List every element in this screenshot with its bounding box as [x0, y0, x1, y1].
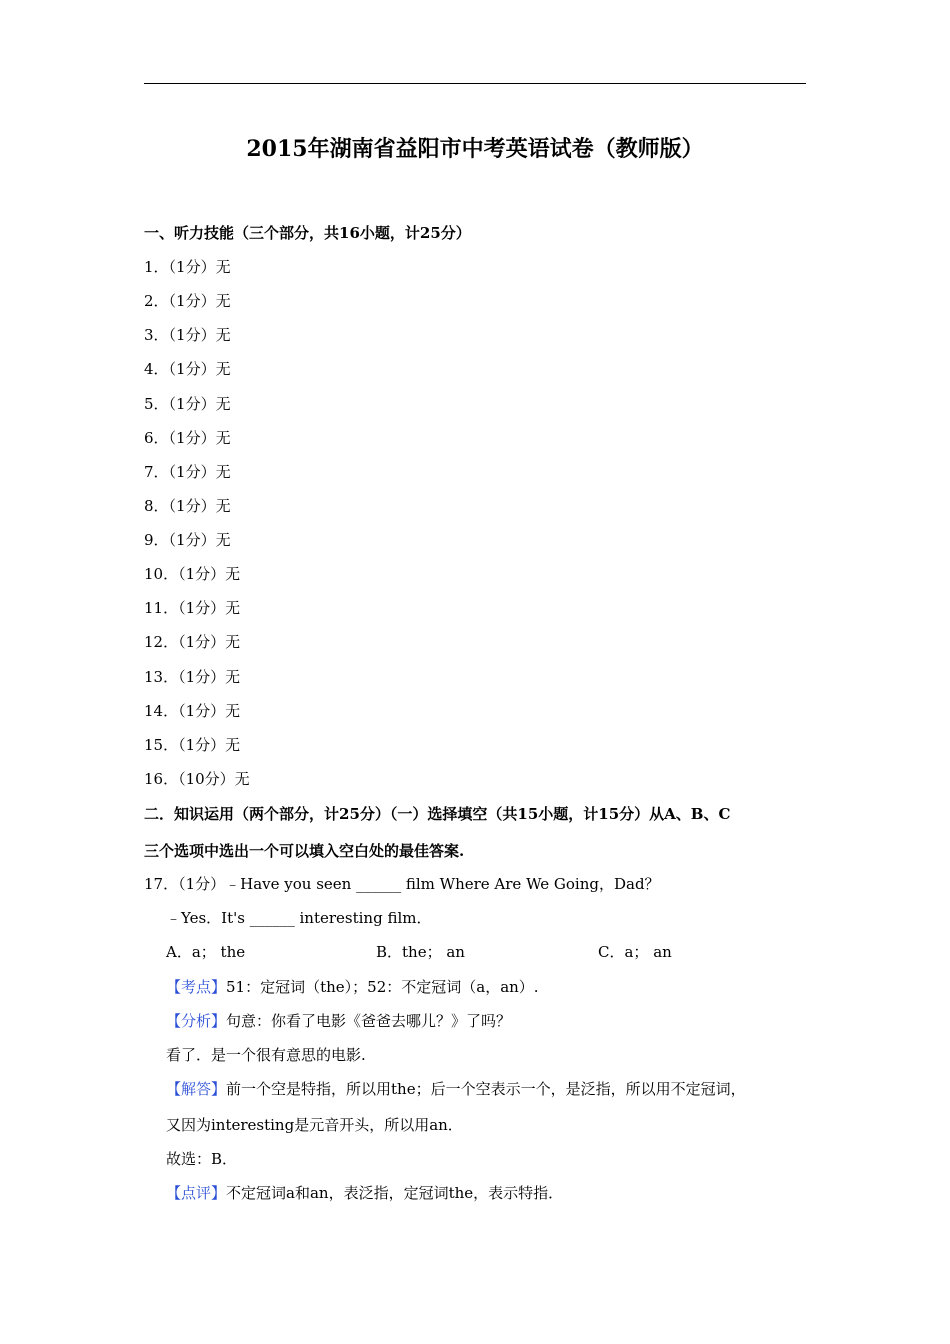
q17-option-b: B．the； an [376, 943, 465, 961]
list-item [144, 290, 231, 312]
section2-heading-line2: 三个选项中选出一个可以填入空白处的最佳答案. [144, 842, 465, 860]
list-item [144, 393, 231, 415]
list-item [144, 529, 231, 551]
list-item [144, 324, 231, 346]
list-item [144, 256, 231, 278]
document-title: 2015年湖南省益阳市中考英语试卷（教师版） [246, 136, 704, 162]
item-text: （1分）无 [168, 429, 231, 447]
item-number: 6． [144, 429, 169, 447]
q17-answer: 故选：B． [166, 1150, 238, 1168]
item-number: 3． [144, 326, 169, 344]
item-number: 11． [144, 599, 179, 617]
item-number: 13． [144, 668, 179, 686]
item-text: （10分）无 [178, 770, 250, 788]
item-text: （1分）无 [168, 497, 231, 515]
item-number: 15． [144, 736, 179, 754]
item-text: （1分）无 [178, 668, 241, 686]
item-text: （1分）无 [168, 463, 231, 481]
item-number: 8． [144, 497, 169, 515]
list-item [144, 597, 240, 619]
item-text: （1分）无 [168, 258, 231, 276]
fenxi-text: 句意：你看了电影《爸爸去哪儿？》了吗？ [226, 1012, 512, 1030]
dianping-text: 不定冠词a和an，表泛指，定冠词the，表示特指． [226, 1184, 564, 1202]
item-number: 5． [144, 395, 169, 413]
list-item [144, 461, 231, 483]
kaodian-text: 51：定冠词（the）；52：不定冠词（a，an）. [226, 978, 539, 996]
list-item [144, 700, 240, 722]
item-number: 9． [144, 531, 169, 549]
list-item [144, 666, 240, 688]
item-text: （1分）无 [168, 360, 231, 378]
q17-stem-reply: ﹣Yes．It's ______ interesting film． [166, 909, 432, 927]
item-number: 1． [144, 258, 169, 276]
item-text: （1分）无 [178, 633, 241, 651]
item-text: （1分）无 [178, 565, 241, 583]
list-item [144, 358, 231, 380]
section1-heading: 一、听力技能（三个部分，共16小题，计25分） [144, 224, 471, 242]
item-text: （1分）无 [178, 736, 241, 754]
q17-stem: 17．（1分）﹣Have you seen ______ film Where Are We Going，Dad？ [144, 875, 660, 893]
list-item [144, 495, 231, 517]
fenxi-tag: 【分析】 [166, 1012, 227, 1030]
list-item [144, 631, 240, 653]
item-number: 2． [144, 292, 169, 310]
q17-option-c: C．a； an [598, 943, 672, 961]
q17-fenxi [166, 1010, 511, 1032]
jieda-tag: 【解答】 [166, 1080, 227, 1098]
q17-fenxi-line2: 看了．是一个很有意思的电影. [166, 1046, 366, 1064]
item-text: （1分）无 [178, 702, 241, 720]
q17-jieda [166, 1078, 746, 1100]
kaodian-tag: 【考点】 [166, 978, 227, 996]
dianping-tag: 【点评】 [166, 1184, 227, 1202]
item-number: 14． [144, 702, 179, 720]
list-item [144, 734, 240, 756]
jieda-text: 前一个空是特指，所以用the；后一个空表示一个，是泛指，所以用不定冠词， [226, 1080, 746, 1098]
section2-heading-line1: 二．知识运用（两个部分，计25分）（一）选择填空（共15小题，计15分）从A、B、C [144, 805, 731, 823]
item-text: （1分）无 [168, 531, 231, 549]
item-text: （1分）无 [178, 599, 241, 617]
list-item [144, 563, 240, 585]
item-number: 12． [144, 633, 179, 651]
item-number: 10． [144, 565, 179, 583]
item-text: （1分）无 [168, 395, 231, 413]
header-rule [144, 83, 806, 84]
item-number: 4． [144, 360, 169, 378]
item-text: （1分）无 [168, 292, 231, 310]
q17-jieda-line2: 又因为interesting是元音开头，所以用an． [166, 1116, 463, 1134]
item-text: （1分）无 [168, 326, 231, 344]
item-number: 7． [144, 463, 169, 481]
q17-kaodian [166, 976, 539, 998]
list-item [144, 768, 250, 790]
q17-dianping [166, 1182, 563, 1204]
item-number: 16． [144, 770, 179, 788]
q17-option-a: A．a； the [166, 943, 246, 961]
list-item [144, 427, 231, 449]
